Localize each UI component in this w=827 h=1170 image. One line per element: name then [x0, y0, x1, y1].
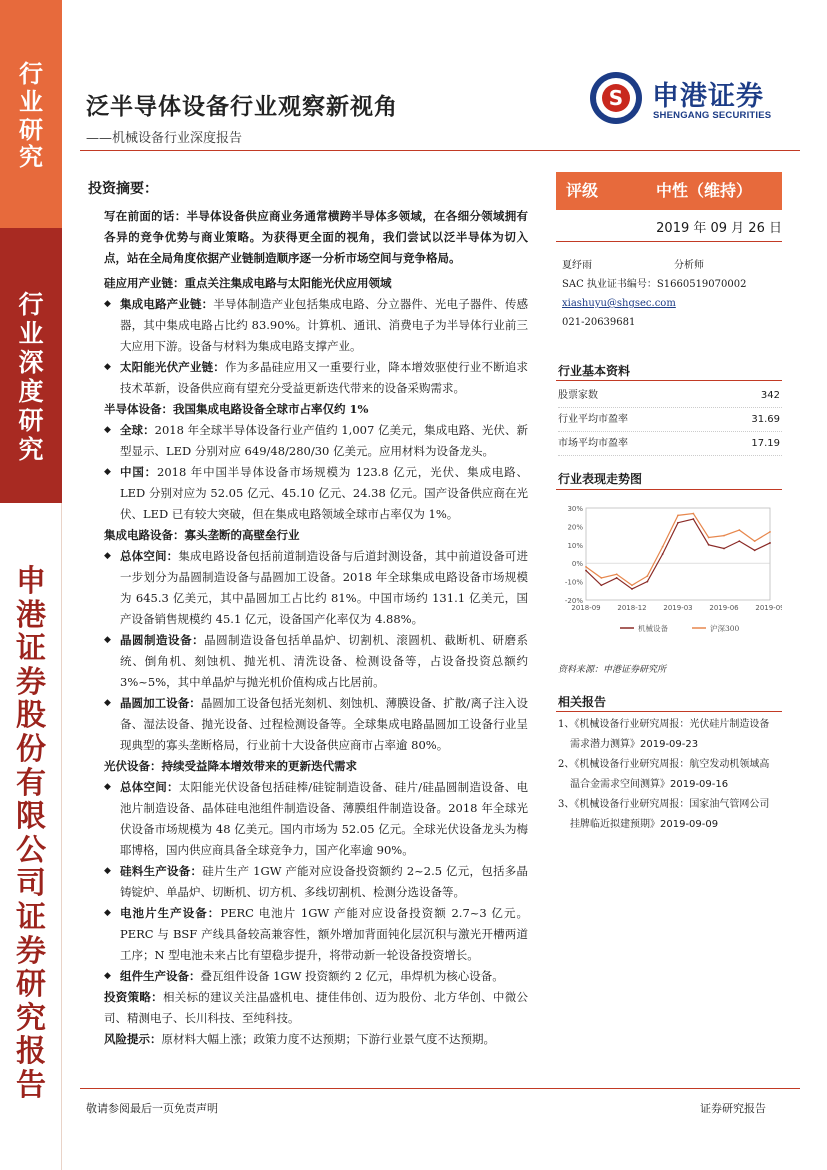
- related-report-item[interactable]: [558, 715, 782, 755]
- investment-strategy: 投资策略：相关标的建议关注晶盛机电、捷佳伟创、迈为股份、北方华创、中微公司、精测电子、长川科技、至纯科技。: [104, 990, 529, 1025]
- industry-data-divider: [556, 380, 782, 381]
- analyst-email-link[interactable]: xiashuyu@shgsec.com: [562, 298, 676, 309]
- chart-source: 资料来源：申港证券研究所: [558, 665, 667, 675]
- bullet-item: ◆ 组件生产设备：叠瓦组件设备 1GW 投资额约 2 亿元，串焊机为核心设备。: [104, 966, 528, 987]
- data-point: [646, 575, 648, 577]
- data-point: [677, 522, 679, 524]
- x-tick-label: 2019-03: [663, 604, 693, 612]
- rating-value: 中性（维持）: [656, 181, 753, 200]
- related-report-date: 2019-09-23: [640, 739, 699, 750]
- legend-label: 机械设备: [638, 624, 668, 633]
- bullet-item: ◆ 太阳能光伏产业链：作为多晶硅应用又一重要行业，降本增效驱使行业不断追求技术革新，设备供应商有望充分受益更新迭代带来的设备采购需求。: [104, 357, 528, 399]
- data-point: [692, 513, 694, 515]
- report-subtitle: ——机械设备行业深度报告: [86, 131, 243, 146]
- data-point: [662, 553, 664, 555]
- y-tick-label: 30%: [567, 505, 583, 513]
- sidebar-char: 司: [16, 866, 46, 902]
- data-point: [585, 566, 587, 568]
- related-report-item[interactable]: [558, 795, 782, 835]
- sidebar-char: 度: [18, 377, 44, 406]
- y-tick-label: 10%: [567, 541, 583, 550]
- x-tick-label: 2019-06: [709, 604, 739, 612]
- related-heading: 相关报告: [558, 695, 607, 709]
- bullet-item: ◆ 集成电路产业链：半导体制造产业包括集成电路、分立器件、光电子器件、传感器，其中集成电路占比约 83.90%。计算机、通讯、消费电子为半导体行业前三大应用下游。设备与材料为集成电路支撑产业。: [104, 294, 528, 357]
- stat-value: 342: [760, 390, 780, 401]
- bullet-item: ◆ 电池片生产设备：PERC 电池片 1GW 产能对应设备投资额 2.7~3 亿元。PERC 与 BSF 产线具备较高兼容性，额外增加背面钝化层沉积与激光开槽两道工序；N 型电池未来占比有望稳步提升，将带动新一轮设备投资增长。: [104, 903, 528, 966]
- data-point: [631, 584, 633, 586]
- legend-label: 沪深300: [710, 624, 740, 633]
- y-tick-label: 20%: [567, 523, 583, 532]
- sidebar-char: 份: [16, 731, 46, 767]
- stat-label: 行业平均市盈率: [558, 414, 628, 425]
- rating-label: 评级: [566, 181, 599, 200]
- sidebar-char: 告: [16, 1067, 46, 1103]
- data-point: [723, 548, 725, 550]
- related-report-title: 1、《机械设备行业研究周报：光伏硅片制造设备: [558, 719, 770, 730]
- data-point: [646, 581, 648, 583]
- related-reports: [558, 715, 782, 835]
- summary-heading: 投资摘要：: [88, 181, 158, 197]
- stat-row: [558, 432, 782, 456]
- chart-divider: [556, 489, 782, 490]
- bullet-item: ◆ 总体空间：集成电路设备包括前道制造设备与后道封测设备，其中前道设备可进一步划分为晶圆制造设备与晶圆加工设备。2018 年全球集成电路设备市场规模为 645.3 亿美元，其中晶圆加工占比约 81%。中国市场约 131.1 亿美元，国产设备销售规模约 45.1 亿元，设备国产化率仅为 4.88%。: [104, 546, 528, 630]
- series-line-0: [586, 519, 770, 589]
- sidebar-char: 究: [18, 435, 44, 464]
- sidebar-char: 业: [18, 319, 44, 348]
- bullet-item: ◆ 硅料生产设备：硅片生产 1GW 产能对应设备投资额约 2~2.5 亿元，包括多晶铸锭炉、单晶炉、切断机、切方机、多线切割机、检测分选设备等。: [104, 861, 528, 903]
- data-point: [692, 518, 694, 520]
- y-tick-label: -10%: [564, 578, 583, 587]
- data-point: [616, 577, 618, 579]
- related-report-title: 2、《机械设备行业研究周报：航空发动机领域高: [558, 759, 770, 770]
- x-tick-label: 2019-09: [755, 604, 782, 612]
- analyst-info: [562, 256, 782, 332]
- industry-performance-chart: [556, 498, 782, 648]
- stat-label: 股票家数: [558, 390, 598, 401]
- bullet-item: ◆ 晶圆加工设备：晶圆加工设备包括光刻机、刻蚀机、薄膜设备、扩散/离子注入设备、湿法设备、抛光设备、过程检测设备等。全球集成电路晶圆加工设备行业呈现典型的寡头垄断格局，行业前十大设备供应商市占率逾 80%。: [104, 693, 528, 756]
- sidebar-label-1: [0, 60, 62, 171]
- data-point: [708, 537, 710, 539]
- bullet-item: ◆ 中国：2018 年中国半导体设备市场规模为 123.8 亿元，光伏、集成电路、LED 分别对应为 52.05 亿元、45.10 亿元、24.38 亿元。国产设备供应商在光伏、LED 已有较大突破，但在集成电路领域全球市占率仅为 1%。: [104, 462, 528, 525]
- stat-value: 17.19: [751, 438, 780, 449]
- chart-heading: 行业表现走势图: [558, 472, 643, 486]
- section-heading: 硅应用产业链：重点关注集成电路与太阳能光伏应用领域: [104, 276, 392, 290]
- section-heading: 集成电路设备：寡头垄断的高壁垒行业: [104, 528, 300, 542]
- bullet-item: ◆ 全球：2018 年全球半导体设备行业产值约 1,007 亿美元，集成电路、光伏、新型显示、LED 分别对应 649/48/280/30 亿美元。应用材料为设备龙头。: [104, 420, 528, 462]
- sidebar-char: 行: [19, 59, 43, 88]
- sidebar-label-3: [0, 565, 62, 1103]
- sidebar-char: 申: [16, 564, 46, 599]
- x-tick-label: 2018-12: [617, 604, 647, 612]
- data-point: [769, 531, 771, 533]
- sidebar-char: 研: [18, 406, 44, 435]
- x-tick-label: 2018-09: [571, 604, 601, 612]
- stat-value: 31.69: [751, 414, 780, 425]
- date-divider: [556, 241, 782, 242]
- industry-data-heading: 行业基本资料: [558, 364, 631, 378]
- data-point: [708, 544, 710, 546]
- related-report-date: 2019-09-09: [660, 819, 719, 830]
- related-report-subtitle: 温合金需求空间测算》2019-09-16: [570, 779, 729, 790]
- sidebar-label-2: [0, 290, 62, 464]
- sidebar-char: 行: [18, 290, 44, 319]
- plot-frame: [586, 508, 770, 600]
- data-point: [600, 584, 602, 586]
- data-point: [738, 529, 740, 531]
- performance-chart-svg: [556, 498, 782, 648]
- y-tick-label: -20%: [564, 597, 583, 605]
- sidebar-industry-deep-research: [0, 228, 62, 503]
- bullet-item: ◆ 晶圆制造设备：晶圆制造设备包括单晶炉、切割机、滚圆机、截断机、研磨系统、倒角机、刻蚀机、抛光机、清洗设备、检测设备等，占设备投资总额约 3%~5%，其中单晶炉与抛光机价值构成占比居前。: [104, 630, 528, 693]
- data-point: [585, 570, 587, 572]
- logo-emblem-icon: S: [590, 72, 642, 124]
- sidebar-char: 业: [19, 86, 43, 116]
- report-date: 2019 年 09 月 26 日: [656, 221, 782, 236]
- y-tick-label: 0%: [571, 560, 583, 569]
- footer-report-type: 证券研究报告: [700, 1102, 766, 1115]
- data-point: [754, 540, 756, 542]
- footer-divider: [80, 1088, 800, 1089]
- sidebar-char: 公: [16, 832, 46, 868]
- logo-name-en: SHENGANG SECURITIES: [653, 110, 772, 121]
- data-point: [631, 588, 633, 590]
- data-point: [723, 535, 725, 537]
- related-report-title: 3、《机械设备行业研究周报：国家油气管网公司: [558, 799, 770, 810]
- sidebar-company-report: [0, 503, 62, 1170]
- industry-data-table: [558, 384, 782, 456]
- investment-summary: [88, 178, 528, 1050]
- summary-lead: 写在前面的话：半导体设备供应商业务通常横跨半导体多领域，在各细分领域拥有各异的竞争优势与商业策略。为获得更全面的视角，我们尝试以泛半导体为切入点，站在全局角度依据产业链制造顺序逐一分析市场空间与竞争格局。: [104, 209, 528, 265]
- sidebar-char: 有: [16, 765, 46, 801]
- header-divider: [80, 150, 800, 151]
- data-point: [738, 540, 740, 542]
- rating-box: [556, 172, 782, 210]
- related-report-date: 2019-09-16: [670, 779, 729, 790]
- sidebar-char: 港: [16, 597, 46, 633]
- sidebar-char: 深: [18, 348, 44, 377]
- data-point: [616, 573, 618, 575]
- related-report-subtitle: 需求潜力测算》2019-09-23: [570, 739, 699, 750]
- data-point: [769, 542, 771, 544]
- sidebar-char: 股: [16, 698, 46, 734]
- sidebar-char: 券: [16, 933, 46, 969]
- stat-row: [558, 408, 782, 432]
- analyst-name: 夏纾雨: [562, 260, 592, 271]
- data-point: [662, 546, 664, 548]
- sidebar-char: 研: [19, 114, 43, 144]
- footer-disclaimer: 敬请参阅最后一页免责声明: [86, 1102, 218, 1115]
- logo-name-cn: 申港证券: [652, 81, 764, 112]
- sidebar-char: 报: [16, 1034, 46, 1070]
- section-heading: 光伏设备：持续受益降本增效带来的更新迭代需求: [104, 759, 357, 773]
- sidebar-char: 究: [19, 142, 43, 172]
- sidebar-char: 券: [16, 664, 46, 700]
- analyst-sac: SAC 执业证书编号：S1660519070002: [562, 279, 747, 290]
- sidebar-char: 研: [16, 967, 46, 1003]
- sidebar-industry-research: [0, 0, 62, 228]
- stat-row: [558, 384, 782, 408]
- related-report-item[interactable]: [558, 755, 782, 795]
- data-point: [677, 514, 679, 516]
- series-line-1: [586, 514, 770, 586]
- sidebar-char: 限: [16, 799, 46, 835]
- sidebar-char: 证: [16, 899, 46, 935]
- analyst-role: 分析师: [674, 260, 704, 271]
- analyst-phone: 021-20639681: [562, 317, 636, 328]
- sidebar-char: 证: [16, 631, 46, 667]
- company-logo: [590, 72, 810, 128]
- related-report-subtitle: 挂牌临近拟建预期》2019-09-09: [570, 819, 719, 830]
- bullet-item: ◆ 总体空间：太阳能光伏设备包括硅棒/硅锭制造设备、硅片/硅晶圆制造设备、电池片制造设备、晶体硅电池组件制造设备、薄膜组件制造设备。2018 年全球光伏设备市场规模为 48 亿美元。国内市场为 52.05 亿元。全球光伏设备龙头为梅耶博格，国内供应商具备全球竞争力，国产化率逾 90%。: [104, 777, 528, 861]
- sidebar-char: 究: [16, 1000, 46, 1036]
- report-title: 泛半导体设备行业观察新视角: [86, 93, 398, 120]
- section-heading: 半导体设备：我国集成电路设备全球市占率仅约 1%: [104, 402, 369, 416]
- risk-warning: 风险提示：原材料大幅上涨；政策力度不达预期；下游行业景气度不达预期。: [104, 1032, 495, 1046]
- stat-label: 市场平均市盈率: [558, 438, 628, 449]
- data-point: [600, 577, 602, 579]
- related-divider: [556, 711, 782, 712]
- data-point: [754, 549, 756, 551]
